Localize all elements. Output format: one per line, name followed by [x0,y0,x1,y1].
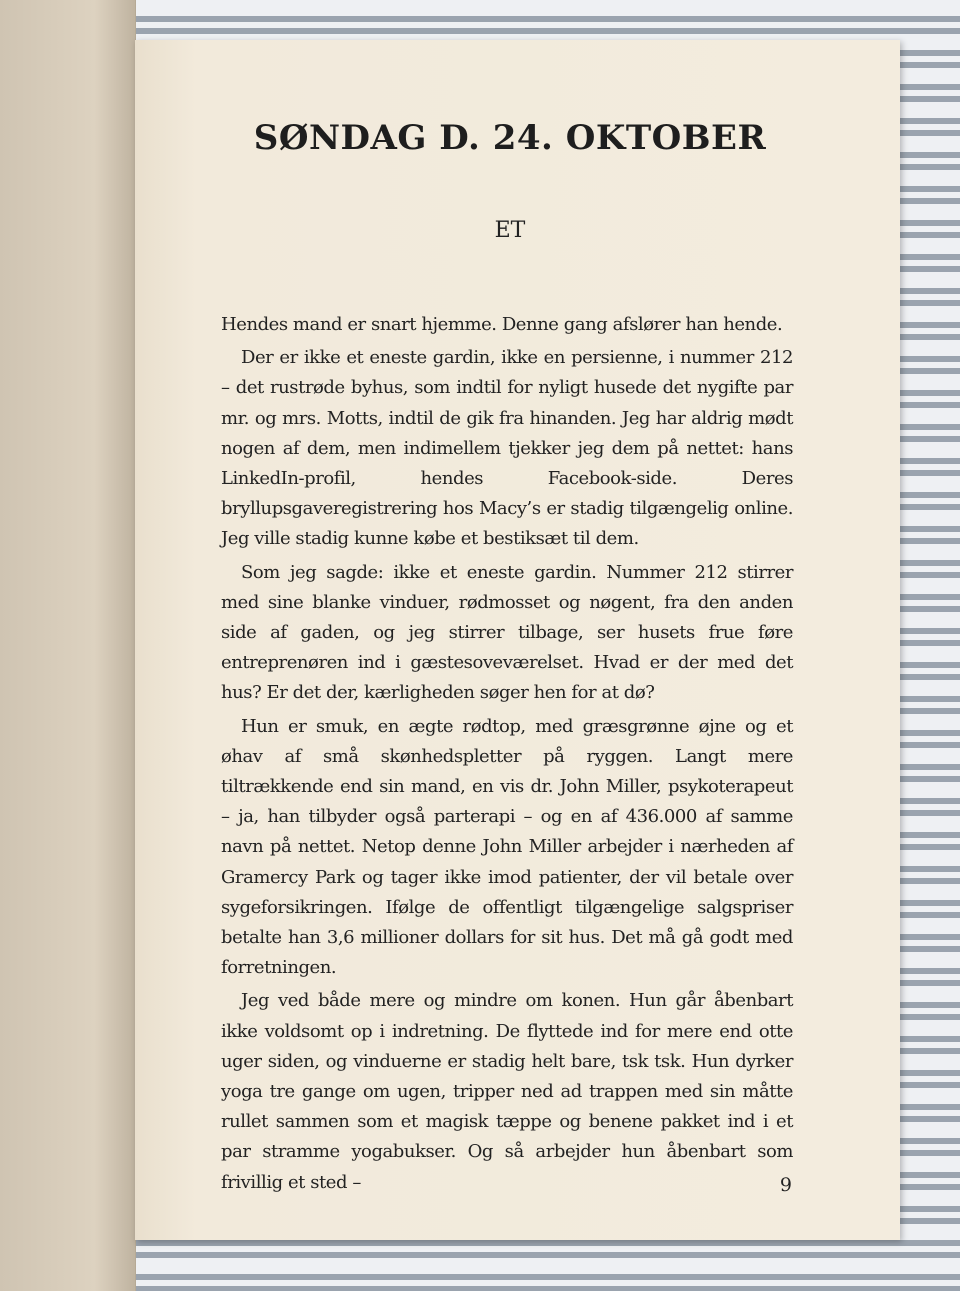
paragraph: Hun er smuk, en ægte rødtop, med græsgrønne øjne og et øhav af små skønhedspletter på ryggen. Langt mere tiltrækkende end sin mand, en vis dr. John Miller, psykoterapeut – ja, han tilbyder også parterapi – og en af 436.000 af samme navn på nettet. Netop denne John Miller arbejder i nærheden af Gramercy Park og tager ikke imod patienter, der vil betale over sygeforsikringen. Ifølge de offentligt tilgængelige salgspriser betalte han 3,6 millioner dollars for sit hus. Det må gå godt med forretningen. [221,715,793,979]
chapter-title: SØNDAG D. 24. OKTOBER [253,118,767,158]
paragraph: Hendes mand er snart hjemme. Denne gang afslører han hende. [221,314,783,335]
page-number: 9 [779,1174,792,1196]
paragraph: Der er ikke et eneste gardin, ikke en persienne, i nummer 212 – det rustrøde byhus, som indtil for nyligt husede det nygifte par mr. og mrs. Motts, indtil de gik fra hinanden. Jeg har aldrig mødt nogen af dem, men indimellem tjekker jeg dem på nettet: hans LinkedIn-profil, hendes Facebook-side. Deres bryllupsgaveregistrering hos Macy’s er stadig tilgængelig online. Jeg ville stadig kunne købe et bestiksæt til dem. [221,347,793,550]
paragraph: Jeg ved både mere og mindre om konen. Hun går åbenbart ikke voldsomt op i indretning. De flyttede ind for mere end otte uger siden, og vinduerne er stadig helt bare, tsk tsk. Hun dyrker yoga tre gange om ugen, tripper ned ad trappen med sin måtte rullet sammen som et magisk tæppe og benene pakket ind i et par stramme yogabukser. Og så arbejder hun åbenbart som frivillig et sted – [221,990,793,1193]
left-page [0,0,136,1291]
chapter-number: ET [494,218,526,243]
body-text [221,310,793,1201]
book-page [135,40,900,1240]
paragraph: Som jeg sagde: ikke et eneste gardin. Nummer 212 stirrer med sine blanke vinduer, rødmosset og nøgent, fra den anden side af gaden, og jeg stirrer tilbage, ser husets frue føre entreprenøren ind i gæstesoveværelset. Hvad er der med det hus? Er det der, kærligheden søger hen for at dø? [221,561,793,704]
